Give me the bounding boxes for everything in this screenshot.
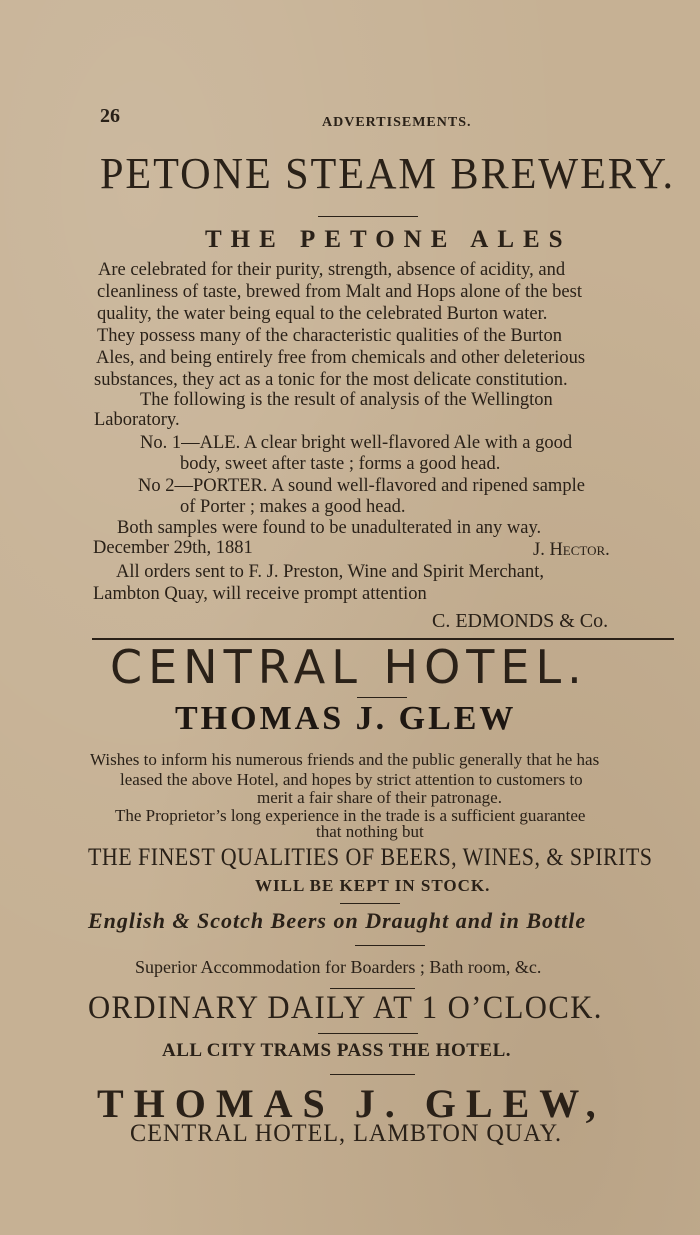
divider-rule xyxy=(357,697,407,698)
brewery-text-line: Both samples were found to be unadulterated in any way. xyxy=(117,518,542,538)
kept-in-stock-line: WILL BE KEPT IN STOCK. xyxy=(255,876,491,895)
divider-rule xyxy=(318,216,418,217)
hotel-text-line: leased the above Hotel, and hopes by strict attention to customers to xyxy=(120,770,583,789)
draught-line: English & Scotch Beers on Draught and in Bottle xyxy=(88,908,587,933)
hotel-text-line: that nothing but xyxy=(316,822,424,841)
trams-line: ALL CITY TRAMS PASS THE HOTEL. xyxy=(162,1040,512,1061)
brewery-text-line: Laboratory. xyxy=(94,410,180,430)
divider-rule xyxy=(330,1074,415,1075)
brewery-text-line: The following is the result of analysis of the Wellington xyxy=(140,390,553,410)
finest-qualities-heading: THE FINEST QUALITIES OF BEERS, WINES, & SPIRITS xyxy=(88,844,653,871)
analysis-date: December 29th, 1881 xyxy=(93,538,253,558)
divider-rule xyxy=(330,988,415,989)
proprietor-name: THOMAS J. GLEW xyxy=(175,700,517,737)
ordinary-daily-line: ORDINARY DAILY AT 1 O’CLOCK. xyxy=(88,990,603,1026)
brewery-title: PETONE STEAM BREWERY. xyxy=(100,149,676,198)
divider-rule xyxy=(318,1033,418,1034)
brewery-text-line: quality, the water being equal to the celebrated Burton water. xyxy=(97,304,548,324)
brewery-text-line: Lambton Quay, will receive prompt attention xyxy=(93,584,427,604)
closing-address: CENTRAL HOTEL, LAMBTON QUAY. xyxy=(130,1120,563,1147)
brewery-text-line: They possess many of the characteristic qualities of the Burton xyxy=(97,326,562,346)
page-number: 26 xyxy=(100,105,120,127)
ales-heading: THE PETONE ALES xyxy=(205,226,572,253)
brewery-text-line: Ales, and being entirely free from chemicals and other deleterious xyxy=(96,348,586,368)
hotel-text-line: Wishes to inform his numerous friends and the public generally that he has xyxy=(90,750,600,769)
brewery-text-line: All orders sent to F. J. Preston, Wine and Spirit Merchant, xyxy=(116,562,545,582)
divider-rule xyxy=(355,945,425,946)
brewery-text-line: cleanliness of taste, brewed from Malt and Hops alone of the best xyxy=(97,282,582,302)
divider-rule xyxy=(340,903,400,904)
brewery-text-line: of Porter ; makes a good head. xyxy=(180,497,406,517)
analyst-name: J. Hector. xyxy=(533,540,610,560)
running-head: ADVERTISEMENTS. xyxy=(322,115,472,130)
brewery-signature: C. EDMONDS & Co. xyxy=(432,610,609,632)
brewery-text-line: No. 1—ALE. A clear bright well-flavored Ale with a good xyxy=(140,433,573,453)
brewery-text-line: Are celebrated for their purity, strength, absence of acidity, and xyxy=(98,260,566,280)
brewery-text-line: body, sweet after taste ; forms a good head. xyxy=(180,454,501,474)
hotel-title: CENTRAL HOTEL. xyxy=(110,640,588,694)
closing-name: THOMAS J. GLEW, xyxy=(97,1081,606,1126)
hotel-text-line: merit a fair share of their patronage. xyxy=(257,788,502,807)
hotel-text-line: The Proprietor’s long experience in the trade is a sufficient guarantee xyxy=(115,806,586,825)
brewery-text-line: No 2—PORTER. A sound well-flavored and ripened sample xyxy=(138,476,585,496)
brewery-text-line: substances, they act as a tonic for the most delicate constitution. xyxy=(94,370,568,390)
accommodation-line: Superior Accommodation for Boarders ; Bath room, &c. xyxy=(135,957,542,977)
